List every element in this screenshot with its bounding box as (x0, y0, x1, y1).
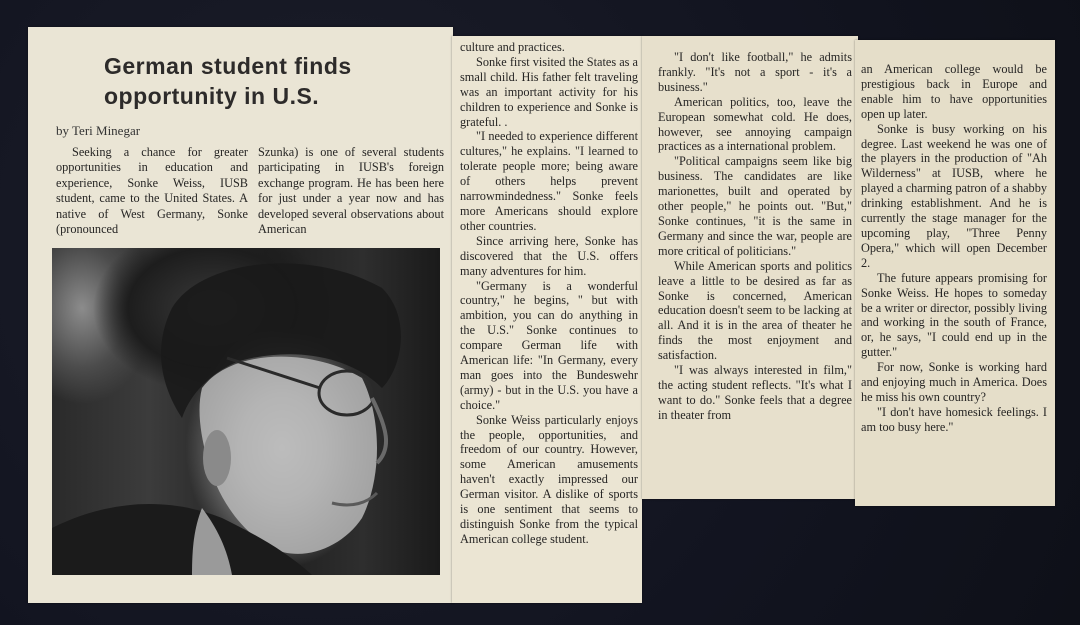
byline: by Teri Minegar (56, 123, 141, 138)
paragraph: "Political campaigns seem like big business. The candidates are like marionettes, built and operated by other people," he points out. "But," Sonke continues, "it is the same in Germany and since the war, people are more critical of politicians." (658, 154, 852, 258)
paragraph: Since arriving here, Sonke has discovered that the U.S. offers many adventures for him. (460, 233, 638, 278)
paragraph: "Germany is a wonderful country," he begins, " but with ambition, you can do anything in the U.S." Sonke continues to compare German life with American life: "In Germany, every man goes into the Bundeswehr (army) - but in the U.S. you have a choice." (460, 278, 638, 412)
article-column-5 (861, 62, 1047, 502)
headline-line-1: German student finds (104, 53, 352, 79)
paragraph: an American college would be prestigious back in Europe and enable him to have opportunities open up later. (861, 62, 1047, 121)
article-headline (104, 51, 424, 111)
paragraph: Sonke Weiss particularly enjoys the people, opportunities, and freedom of our country. However, some American amusements haven't exactly impressed our German visitor. A dislike of sports is one sentiment that seems to distinguish Sonke from the typical American college student. (460, 412, 638, 546)
paragraph: "I needed to experience different cultures," he explains. "I learned to tolerate people more; being aware of others helps prevent narrowmindedness." Sonke feels more Americans should explore other countries. (460, 129, 638, 233)
article-column-4 (658, 50, 852, 497)
paragraph: The future appears promising for Sonke Weiss. He hopes to someday be a writer or director, possibly living and working in the south of France, or, he says, "I could end up in the gutter." (861, 270, 1047, 360)
paragraph: Seeking a chance for greater opportunities in education and experience, Sonke Weiss, IUSB student, came to the United States. A native of West Germany, Sonke (pronounced (56, 145, 248, 237)
article-column-2 (258, 145, 444, 245)
paragraph: "I don't have homesick feelings. I am too busy here." (861, 404, 1047, 434)
paragraph: Sonke first visited the States as a small child. His father felt traveling was an important activity for his children to experience and Sonke is grateful. . (460, 54, 638, 129)
paragraph: "I was always interested in film," the acting student reflects. "It's what I want to do." Sonke feels that a degree in theater from (658, 363, 852, 422)
paragraph: American politics, too, leave the European somewhat cold. He does, however, see annoying campaign practices as a international problem. (658, 94, 852, 154)
portrait-illustration (52, 248, 440, 575)
student-portrait-photo (52, 248, 440, 575)
paragraph: For now, Sonke is working hard and enjoying much in America. Does he miss his own country? (861, 360, 1047, 404)
paragraph: Szunka) is one of several students participating in IUSB's foreign exchange program. He has been here for just under a year now and has developed several observations about American (258, 145, 444, 237)
article-column-1 (56, 145, 248, 245)
paragraph: "I don't like football," he admits frankly. "It's not a sport - it's a business." (658, 50, 852, 94)
paragraph: Sonke is busy working on his degree. Last weekend he was one of the players in the production of "Ah Wilderness" at IUSB, where he played a charming patron of a shabby drinking establishment. And he is currently the stage manager for the upcoming play, "Three Penny Opera," which will open December 2. (861, 121, 1047, 270)
paragraph: While American sports and politics leave a little to be desired as far as Sonke is concerned, American education doesn't seem to be lacking at all. And it is in the area of theater he finds the most enjoyment and satisfaction. (658, 258, 852, 363)
headline-line-2: opportunity in U.S. (104, 83, 320, 109)
article-column-3 (460, 40, 638, 600)
paragraph: culture and practices. (460, 40, 565, 54)
